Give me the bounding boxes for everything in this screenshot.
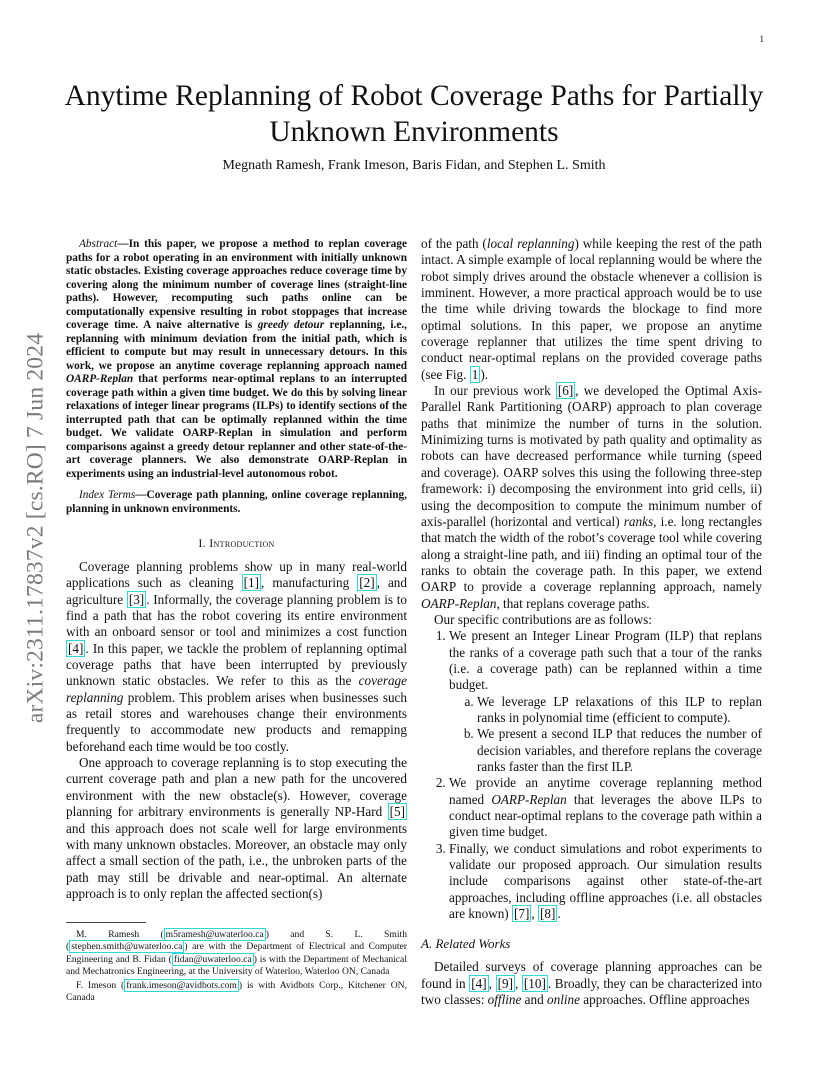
citation-link[interactable]: [10] (523, 975, 546, 991)
paper-title: Anytime Replanning of Robot Coverage Paths for Partially Unknown Environments (64, 80, 764, 148)
sub-list (449, 694, 762, 776)
email-link[interactable]: stephen.smith@uwaterloo.ca (71, 941, 183, 953)
footnote-affiliation-2: F. Imeson ( frank.imeson@avidbots.com ) is with Avidbots Corp., Kitchener ON, Canada (66, 980, 407, 1004)
index-terms-label: Index Terms (79, 489, 136, 501)
citation-link[interactable]: [4] (471, 975, 487, 991)
citation-link[interactable]: [6] (557, 383, 574, 399)
list-item: b. We present a second ILP that reduces the number of decision variables, and therefore replans the coverage ranks faster than the first ILP. (477, 726, 762, 775)
figure-link[interactable]: 1 (471, 366, 479, 382)
citation-link[interactable]: [4] (68, 640, 84, 656)
citation-link[interactable]: [7] (513, 906, 530, 922)
intro-paragraph-3: of the path (local replanning) while keeping the rest of the path intact. A simple example of local replanning would be where the robot simply drives around the obstacle whenever a collision is imminent. However, a more practical approach would be to use the time while driving towards the blockage to find more optimal solutions. In this paper, we propose an anytime coverage replanner that utilizes the time spent driving to conduct near-optimal replans on the provided coverage paths (see Fig. 1 ). (421, 236, 762, 382)
page-number: 1 (759, 34, 764, 44)
email-link[interactable]: fidan@uwaterloo.ca (173, 953, 252, 965)
author-list: Megnath Ramesh, Frank Imeson, Baris Fidan, and Stephen L. Smith (222, 158, 606, 173)
intro-paragraph-1: Coverage planning problems show up in many real-world applications such as cleaning [1] , manufacturing [2] , and agriculture [3] . Informally, the coverage planning problem is to find a path that has the robot covering its entire environment with an onboard sensor or tool and minimizes a cost function [4] . In this paper, we tackle the problem of replanning optimal coverage paths that have been interrupted by previously unknown static obstacles. We refer to this as the coverage replanning problem. This problem arises when businesses such as retail stores and warehouses change their environments frequently to accommodate new products and remapping beforehand each time would be too costly. (66, 559, 407, 754)
section-heading-introduction: I. Introduction (198, 536, 275, 550)
subsection-heading-related-works: A. Related Works (421, 936, 511, 952)
arxiv-identifier: arXiv:2311.17837v2 [cs.RO] 7 Jun 2024 (22, 332, 49, 724)
list-item: 3. Finally, we conduct simulations and robot experiments to validate our proposed approach. Our simulation results include comparisons against other state-of-the-art approaches, including offline approaches (i.e. all obstacles are known) [7] , [8] . (449, 841, 762, 923)
index-terms: Index Terms—Coverage path planning, online coverage replanning, planning in unknown environments. (66, 489, 407, 515)
citation-link[interactable]: [9] (497, 975, 513, 991)
list-item: a. We leverage LP relaxations of this ILP to replan ranks in polynomial time (efficient to compute). (477, 694, 762, 727)
footnote-divider (66, 922, 146, 923)
citation-link[interactable]: [8] (539, 906, 556, 922)
contributions-list (421, 628, 762, 922)
intro-paragraph-2: One approach to coverage replanning is to stop executing the current coverage path and plan a new path for the uncovered environment with the new obstacle(s). However, coverage planning for arbitrary environments is generally NP-Hard [5] and this approach does not scale well for large environments with many unknown obstacles. Moreover, an obstacle may only affect a small section of the path, i.e., the unbroken parts of the path may still be drivable and near-optimal. An alternate approach is to only replan the affected section(s) (66, 755, 407, 901)
footnote-affiliation-1: M. Ramesh ( m5ramesh@uwaterloo.ca ) and S. L. Smith ( stephen.smith@uwaterloo.ca ) are with the Department of Electrical and Computer Engineering and B. Fidan ( fidan@uwaterloo.ca ) is with the Department of Mechanical and Mechatronics Engineering, at the University of Waterloo, Waterloo ON, Canada (66, 929, 407, 977)
abstract: Abstract—In this paper, we propose a method to replan coverage paths for a robot operating in an environment with initially unknown static obstacles. Existing coverage approaches reduce coverage time by covering along the minimum number of coverage lines (straight-line paths). However, recomputing such paths online can be computationally expensive resulting in robot stoppages that increase coverage time. A naive alternative is greedy detour replanning, i.e., replanning with minimum deviation from the initial path, which is efficient to compute but may result in unnecessary detours. In this work, we propose an anytime coverage replanning approach named OARP-Replan that performs near-optimal replans to an interrupted coverage path within a given time budget. We do this by solving linear relaxations of integer linear programs (ILPs) to identify sections of the interrupted path that can be optimally replanned within the time budget. We validate OARP-Replan in simulation and perform comparisons against a greedy detour replanner and other state-of-the-art coverage planners. We also demonstrate OARP-Replan in experiments using an industrial-level autonomous robot. (66, 238, 407, 480)
related-works-paragraph: Detailed surveys of coverage planning approaches can be found in [4] , [9] , [10] . Broadly, they can be characterized into two classes: offline and online approaches. Offline approaches (421, 959, 763, 1008)
abstract-label: Abstract (79, 238, 118, 250)
email-link[interactable]: frank.imeson@avidbots.com (126, 980, 237, 992)
list-item: 2. We provide an anytime coverage replanning method named OARP-Replan that leverages the above ILPs to conduct near-optimal replans to the coverage path within a given time budget. (449, 775, 762, 840)
intro-paragraph-4: In our previous work [6] , we developed the Optimal Axis-Parallel Rank Partitioning (OARP) approach to plan coverage paths that minimize the number of turns in the solution. Minimizing turns is motivated by path quality and optimality as robots can have decreased performance while turning (speed and coverage). OARP solves this using the following three-step framework: i) decomposing the environment into grid cells, ii) using the decomposition to compute the minimum number of axis-parallel (horizontal and vertical) ranks, i.e. long rectangles that match the width of the robot’s coverage tool while covering along a straight-line path, and iii) finding an optimal tour of the ranks to obtain the coverage path. In this paper, we extend OARP to provide a coverage replanning approach, namely OARP-Replan, that replans coverage paths. (421, 383, 763, 611)
citation-link[interactable]: [5] (389, 804, 405, 820)
citation-link[interactable]: [2] (359, 575, 375, 591)
right-column (421, 236, 762, 1008)
left-column (66, 238, 407, 1006)
citation-link[interactable]: [3] (128, 591, 145, 607)
list-item: 1. We present an Integer Linear Program (ILP) that replans the ranks of a coverage path such that a tour of the ranks (i.e. a coverage path) can be replanned within a time budget. a. We leverage LP relaxations of this ILP to replan ranks in polynomial time (efficient to compute). b. We present a second ILP that reduces the number of decision variables, and therefore replans the coverage ranks faster than the first ILP. (449, 628, 762, 775)
contributions-intro: Our specific contributions are as follows: (434, 611, 652, 627)
citation-link[interactable]: [1] (243, 575, 260, 591)
arxiv-sidebar (2, 296, 70, 760)
email-link[interactable]: m5ramesh@uwaterloo.ca (165, 929, 264, 941)
